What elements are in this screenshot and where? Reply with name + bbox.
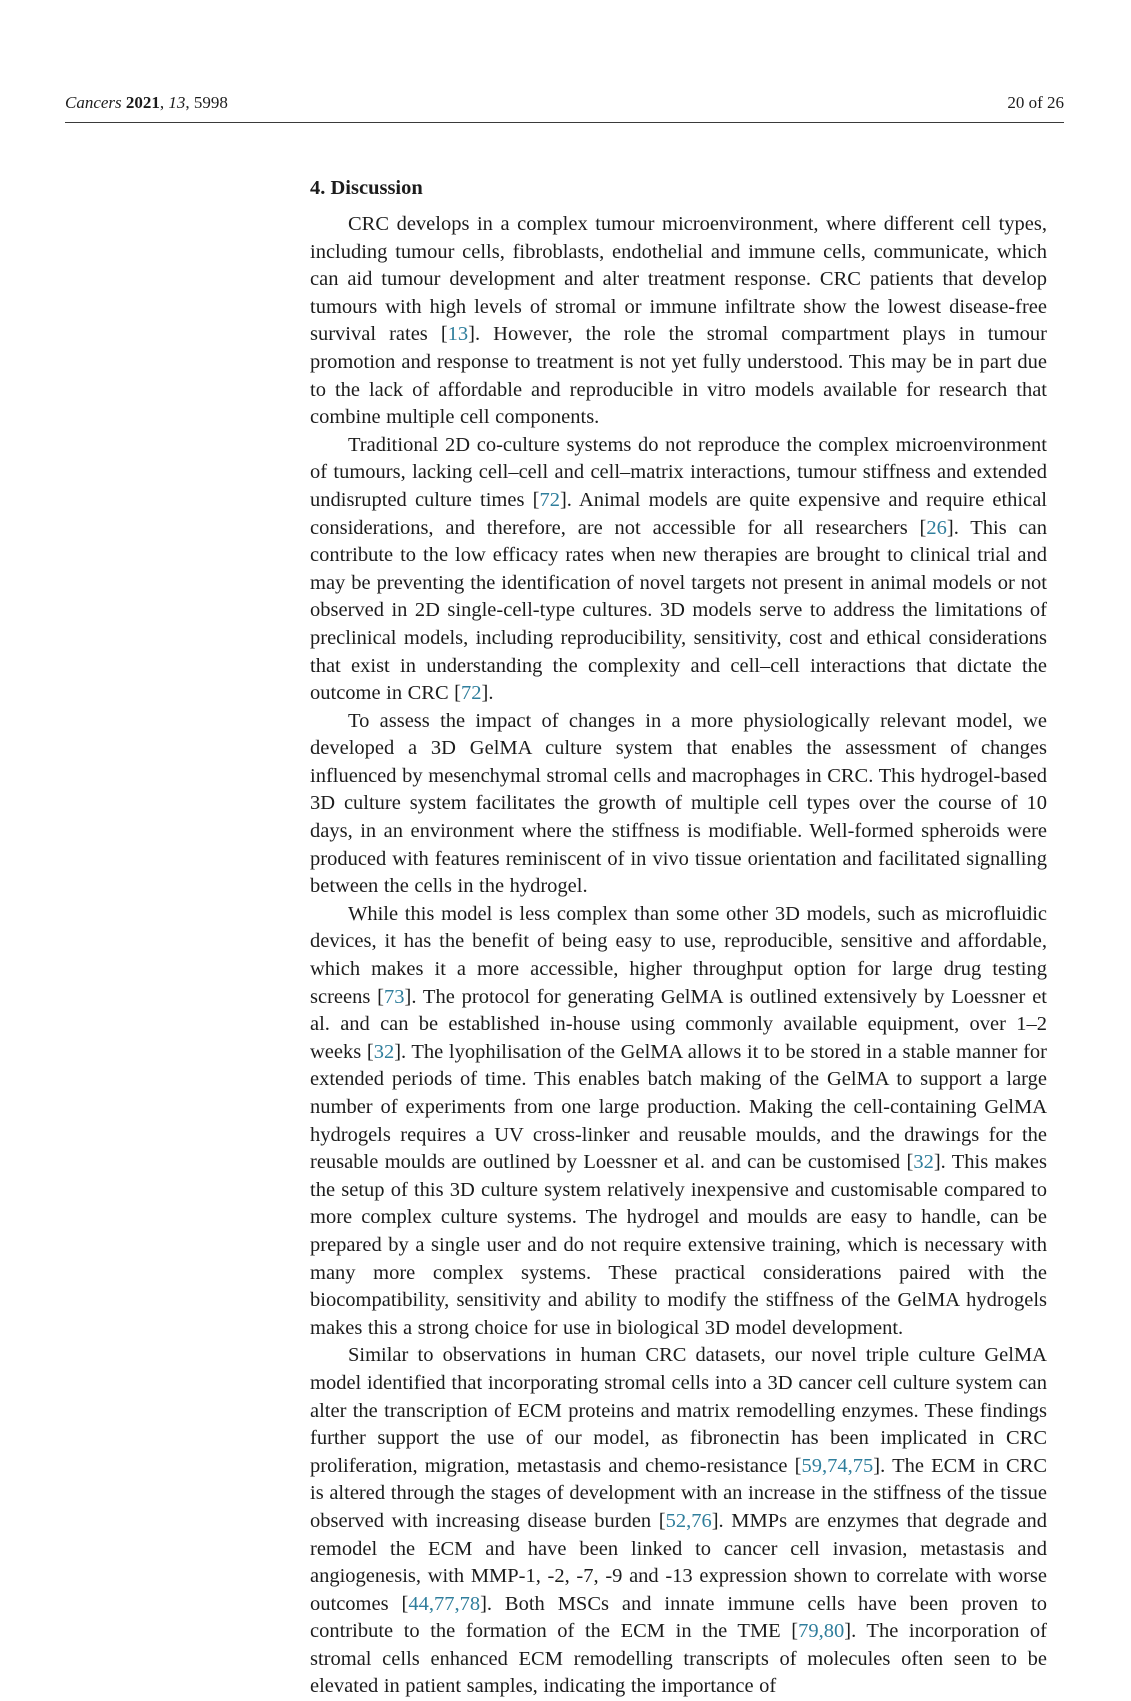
paragraph: Traditional 2D co-culture systems do not reproduce the complex microenvironment of tumours, lacking cell–cell and cell–matrix interactions, tumour stiffness and extended undisrupted culture times [72]. Animal models are quite expensive and require ethical considerations, and therefore, are not accessible for all researchers [26]. This can contribute to the low efficacy rates when new therapies are brought to clinical trial and may be preventing the identification of novel targets not present in animal models or not observed in 2D single-cell-type cultures. 3D models serve to address the limitations of preclinical models, including reproducibility, sensitivity, cost and ethical considerations that exist in understanding the complexity and cell–cell interactions that dictate the outcome in CRC [72]. (310, 433, 1047, 705)
paragraph: Similar to observations in human CRC datasets, our novel triple culture GelMA model identified that incorporating stromal cells into a 3D cancer cell culture system can alter the transcription of ECM proteins and matrix remodelling enzymes. These findings further support the use of our model, as fibronectin has been implicated in CRC proliferation, migration, metastasis and chemo-resistance [59,74,75]. The ECM in CRC is altered through the stages of development with an increase in the stiffness of the tissue observed with increasing disease burden [52,76]. MMPs are enzymes that degrade and remodel the ECM and have been linked to cancer cell invasion, metastasis and angiogenesis, with MMP-1, -2, -7, -9 and -13 expression shown to correlate with worse outcomes [44,77,78]. Both MSCs and innate immune cells have been proven to contribute to the formation of the ECM in the TME [79,80]. The incorporation of stromal cells enhanced ECM remodelling transcripts of molecules often seen to be elevated in patient samples, indicating the importance of (310, 1344, 1047, 1698)
citation-link[interactable]: 32 (913, 1151, 934, 1174)
paragraph: While this model is less complex than some other 3D models, such as microfluidic devices, it has the benefit of being easy to use, reproducible, sensitive and affordable, which makes it a more accessible, higher throughput option for large drug testing screens [73]. The protocol for generating GelMA is outlined extensively by Loessner et al. and can be established in-house using commonly available equipment, over 1–2 weeks [32]. The lyophilisation of the GelMA allows it to be stored in a stable manner for extended periods of time. This enables batch making of the GelMA to support a large number of experiments from one large production. Making the cell-containing GelMA hydrogels requires a UV cross-linker and reusable moulds, and the drawings for the reusable moulds are outlined by Loessner et al. and can be customised [32]. This makes the setup of this 3D culture system relatively inexpensive and customisable compared to more complex culture systems. The hydrogel and moulds are easy to handle, can be prepared by a single user and do not require extensive training, which is necessary with many more complex systems. These practical considerations paired with the biocompatibility, sensitivity and ability to modify the stiffness of the GelMA hydrogels makes this a strong choice for use in biological 3D model development. (310, 902, 1048, 1339)
citation-link[interactable]: 73 (384, 985, 405, 1008)
citation-link[interactable]: 79,80 (798, 1620, 845, 1643)
separator: , (185, 93, 194, 112)
citation-link[interactable]: 72 (539, 488, 560, 511)
journal-volume: 13 (168, 93, 186, 112)
page-number-indicator: 20 of 26 (1007, 93, 1064, 112)
journal-citation (65, 93, 228, 113)
journal-name: Cancers (65, 93, 122, 112)
citation-link[interactable]: 59,74,75 (801, 1454, 874, 1477)
paragraphs (310, 211, 1047, 1701)
separator: , (159, 93, 169, 112)
citation-link[interactable]: 44,77,78 (408, 1592, 481, 1615)
citation-link[interactable]: 26 (926, 516, 947, 539)
section-heading: 4. Discussion (310, 177, 423, 199)
journal-year: 2021 (125, 93, 160, 112)
paragraph: CRC develops in a complex tumour microenvironment, where different cell types, including tumour cells, fibroblasts, endothelial and immune cells, communicate, which can aid tumour development and alter treatment response. CRC patients that develop tumours with high levels of stromal or immune infiltrate show the lowest disease-free survival rates [13]. However, the role the stromal compartment plays in tumour promotion and response to treatment is not yet fully understood. This may be in part due to the lack of affordable and reproducible in vitro models available for research that combine multiple cell components. (310, 213, 1048, 429)
paragraph: To assess the impact of changes in a more physiologically relevant model, we developed a 3D GelMA culture system that enables the assessment of changes influenced by mesenchymal stromal cells and macrophages in CRC. This hydrogel-based 3D culture system facilitates the growth of multiple cell types over the course of 10 days, in an environment where the stiffness is modifiable. Well-formed spheroids were produced with features reminiscent of in vivo tissue orientation and facilitated signalling between the cells in the hydrogel. (310, 709, 1047, 898)
header-divider (65, 122, 1064, 123)
citation-link[interactable]: 32 (373, 1040, 395, 1063)
article-body (310, 175, 1047, 1701)
citation-link[interactable]: 13 (447, 323, 469, 346)
article-number: 5998 (193, 93, 228, 112)
citation-link[interactable]: 72 (461, 682, 482, 705)
page-header (65, 93, 1064, 113)
citation-link[interactable]: 52,76 (665, 1509, 712, 1532)
